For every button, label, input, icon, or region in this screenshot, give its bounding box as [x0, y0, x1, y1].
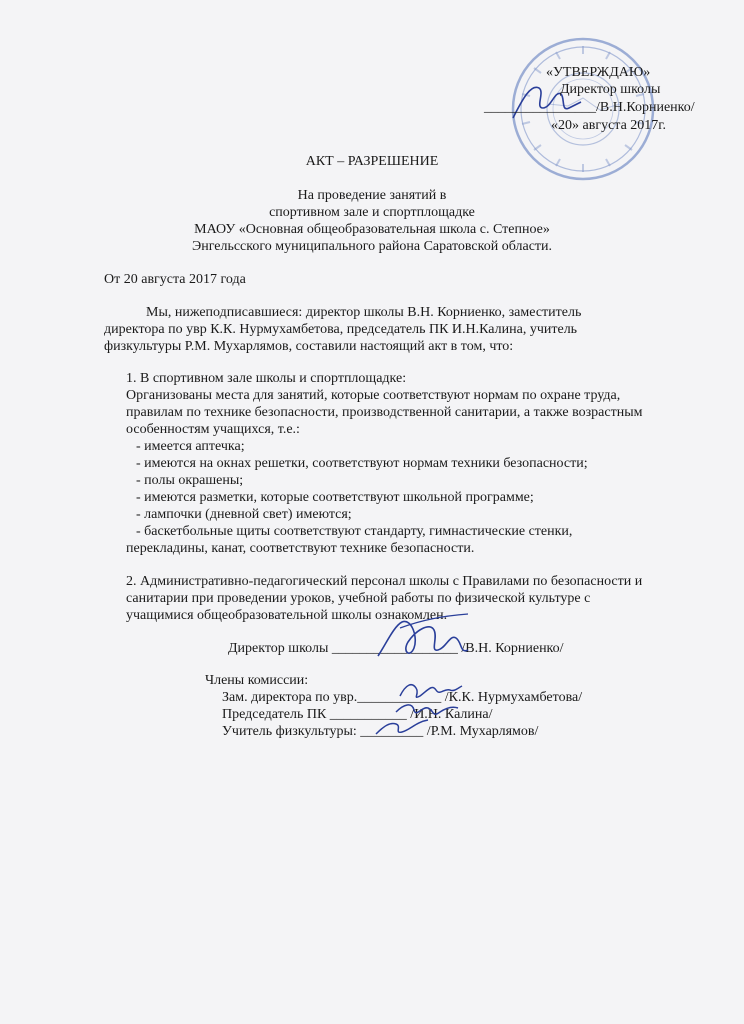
approval-title: «УТВЕРЖДАЮ» [546, 65, 651, 80]
district-name: Энгельсского муниципального района Саратовской области. [191, 239, 553, 254]
subtitle-line-1: На проведение занятий в [297, 188, 447, 203]
director-signature [372, 608, 472, 664]
list-item: - полы окрашены; [136, 473, 244, 488]
subtitle-line-2: спортивном зале и спортплощадке [269, 205, 475, 220]
commission-member: Зам. директора по увр.____________ /К.К. Нурмухамбетова/ [222, 690, 583, 705]
list-item: - лампочки (дневной свет) имеются; [136, 507, 352, 522]
commission-label: Члены комиссии: [205, 673, 309, 688]
list-item: - баскетбольные щиты соответствуют стандарту, гимнастические стенки, [136, 524, 573, 539]
school-name: МАОУ «Основная общеобразовательная школа с. Степное» [194, 222, 550, 237]
intro-line: директора по увр К.К. Нурмухамбетова, председатель ПК И.Н.Калина, учитель [104, 322, 578, 337]
approval-signature-line: ________________/В.Н.Корниенко/ [484, 100, 695, 115]
intro-line: физкультуры Р.М. Мухарлямов, составили настоящий акт в том, что: [104, 339, 514, 354]
act-date: От 20 августа 2017 года [104, 272, 246, 287]
section-1-last-line: перекладины, канат, соответствуют технике безопасности. [126, 541, 475, 556]
section-1-line: особенностям учащихся, т.е.: [126, 422, 300, 437]
commission-member: Учитель физкультуры: _________ /Р.М. Мухарлямов/ [222, 724, 539, 739]
list-item: - имеются разметки, которые соответствуют школьной программе; [136, 490, 534, 505]
document-title: АКТ – РАЗРЕШЕНИЕ [305, 154, 439, 169]
approval-date: «20» августа 2017г. [551, 118, 666, 133]
section-1-heading: 1. В спортивном зале школы и спортплощадке: [126, 371, 407, 386]
director-signature-line: Директор школы __________________ /В.Н. Корниенко/ [228, 641, 564, 656]
list-item: - имеется аптечка; [136, 439, 245, 454]
section-1-line: правилам по технике безопасности, производственной санитарии, а также возрастным [126, 405, 643, 420]
approval-position: Директор школы [560, 82, 661, 97]
section-2-line: учащимися общеобразовательной школы ознакомлен. [126, 608, 448, 623]
section-2-line: санитарии при проведении уроков, учебной работы по физической культуре с [126, 591, 591, 606]
commission-member: Председатель ПК ___________ /И.Н. Калина/ [222, 707, 493, 722]
intro-line: Мы, нижеподписавшиеся: директор школы В.Н. Корниенко, заместитель [146, 305, 582, 320]
section-1-line: Организованы места для занятий, которые соответствуют нормам по охране труда, [126, 388, 621, 403]
list-item: - имеются на окнах решетки, соответствуют нормам техники безопасности; [136, 456, 588, 471]
teacher-signature [372, 716, 432, 742]
section-2-line: 2. Административно-педагогический персонал школы с Правилами по безопасности и [126, 574, 643, 589]
